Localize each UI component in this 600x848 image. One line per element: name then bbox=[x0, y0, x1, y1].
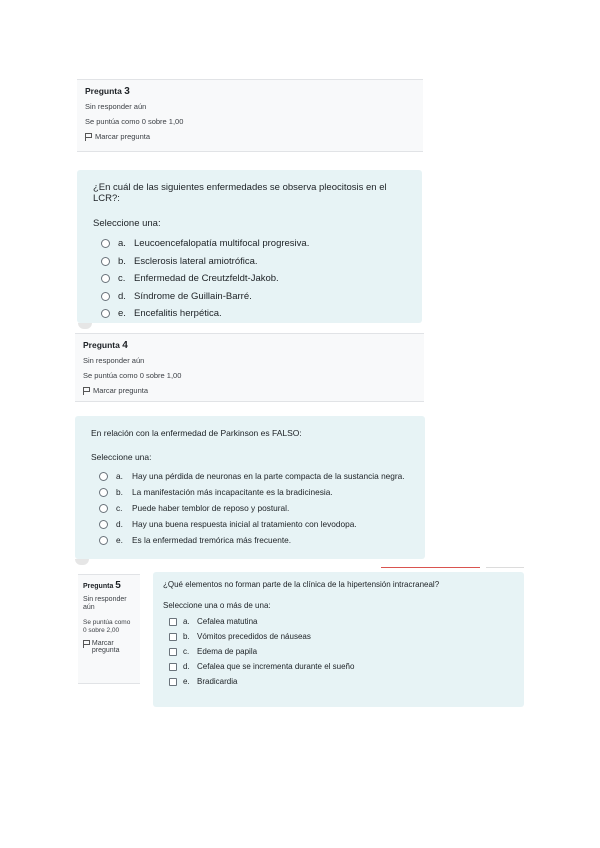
radio-button[interactable] bbox=[101, 292, 110, 301]
option-text: Edema de papila bbox=[197, 647, 258, 656]
option-text: La manifestación más incapacitante es la bradicinesia. bbox=[132, 487, 333, 497]
option-letter: e. bbox=[118, 308, 126, 320]
answer-option[interactable] bbox=[99, 484, 409, 500]
answer-option[interactable] bbox=[169, 659, 514, 674]
answer-prompt: Seleccione una o más de una: bbox=[163, 601, 271, 610]
option-letter: c. bbox=[183, 647, 190, 656]
option-letter: a. bbox=[116, 471, 123, 481]
radio-button[interactable] bbox=[99, 520, 108, 529]
option-letter: c. bbox=[116, 503, 123, 513]
option-text: Encefalitis herpética. bbox=[134, 308, 222, 320]
option-letter: e. bbox=[116, 535, 123, 545]
answer-option[interactable] bbox=[99, 532, 409, 548]
question-number bbox=[83, 580, 135, 591]
answer-options bbox=[163, 614, 514, 689]
checkbox[interactable] bbox=[169, 648, 177, 656]
option-text: Cefalea que se incrementa durante el sueño bbox=[197, 662, 355, 671]
answer-option[interactable] bbox=[169, 644, 514, 659]
radio-button[interactable] bbox=[99, 488, 108, 497]
option-text: Leucoencefalopatía multifocal progresiva. bbox=[134, 238, 310, 250]
option-letter: d. bbox=[183, 662, 190, 671]
radio-button[interactable] bbox=[99, 504, 108, 513]
question-status: Sin responder aún bbox=[85, 102, 147, 111]
option-text: Vómitos precedidos de náuseas bbox=[197, 632, 311, 641]
question-score: Se puntúa como 0 sobre 1,00 bbox=[85, 117, 184, 126]
answer-option[interactable] bbox=[101, 305, 406, 323]
question-5-info bbox=[78, 574, 140, 684]
scroll-marker bbox=[78, 323, 92, 329]
radio-button[interactable] bbox=[101, 257, 110, 266]
option-letter: b. bbox=[118, 255, 126, 267]
question-label: Pregunta bbox=[83, 340, 120, 350]
answer-prompt: Seleccione una: bbox=[93, 218, 161, 229]
flag-question-button[interactable] bbox=[83, 640, 135, 654]
answer-option[interactable] bbox=[99, 516, 409, 532]
answer-prompt: Seleccione una: bbox=[91, 452, 152, 462]
option-letter: a. bbox=[183, 617, 190, 626]
option-text: Cefalea matutina bbox=[197, 617, 258, 626]
question-3-info bbox=[77, 79, 423, 152]
radio-button[interactable] bbox=[101, 274, 110, 283]
option-text: Bradicardia bbox=[197, 677, 238, 686]
flag-icon bbox=[85, 133, 92, 141]
question-number bbox=[83, 340, 416, 351]
flag-label: Marcar pregunta bbox=[93, 386, 149, 395]
answer-option[interactable] bbox=[169, 614, 514, 629]
option-text: Esclerosis lateral amiotrófica. bbox=[134, 255, 258, 267]
question-4-info bbox=[75, 333, 424, 402]
option-text: Puede haber temblor de reposo y postural. bbox=[132, 503, 290, 513]
option-letter: d. bbox=[118, 290, 126, 302]
option-letter: b. bbox=[183, 632, 190, 641]
question-text: ¿En cuál de las siguientes enfermedades se observa pleocitosis en el LCR?: bbox=[93, 182, 387, 204]
flag-label: Marcar pregunta bbox=[91, 640, 120, 655]
answer-option[interactable] bbox=[99, 500, 409, 516]
checkbox[interactable] bbox=[169, 663, 177, 671]
question-number bbox=[85, 86, 415, 97]
answer-option[interactable] bbox=[169, 674, 514, 689]
option-letter: c. bbox=[118, 273, 126, 285]
answer-option[interactable] bbox=[101, 235, 406, 253]
answer-options bbox=[91, 468, 409, 548]
answer-options bbox=[93, 235, 406, 323]
option-letter: a. bbox=[118, 238, 126, 250]
radio-button[interactable] bbox=[101, 309, 110, 318]
question-text: En relación con la enfermedad de Parkinson es FALSO: bbox=[91, 428, 302, 438]
question-status: Sin responder aún bbox=[83, 596, 127, 612]
question-number-value: 4 bbox=[122, 340, 128, 351]
flag-icon bbox=[83, 640, 89, 648]
option-text: Hay una pérdida de neuronas en la parte compacta de la sustancia negra. bbox=[132, 471, 405, 481]
option-text: Síndrome de Guillain-Barré. bbox=[134, 290, 252, 302]
option-letter: e. bbox=[183, 677, 190, 686]
radio-button[interactable] bbox=[99, 536, 108, 545]
question-3-formulation bbox=[77, 170, 422, 323]
question-label: Pregunta bbox=[83, 583, 114, 590]
question-number-value: 3 bbox=[124, 86, 130, 97]
flag-question-button[interactable] bbox=[83, 386, 416, 395]
checkbox[interactable] bbox=[169, 618, 177, 626]
option-letter: d. bbox=[116, 519, 123, 529]
question-text: ¿Qué elementos no forman parte de la clínica de la hipertensión intracraneal? bbox=[163, 580, 440, 589]
answer-option[interactable] bbox=[101, 270, 406, 288]
flag-label: Marcar pregunta bbox=[95, 132, 151, 141]
question-score: Se puntúa como 0 sobre 1,00 bbox=[83, 371, 182, 380]
option-text: Es la enfermedad tremórica más frecuente. bbox=[132, 535, 292, 545]
scroll-marker bbox=[75, 559, 89, 565]
option-text: Enfermedad de Creutzfeldt-Jakob. bbox=[134, 273, 279, 285]
option-letter: b. bbox=[116, 487, 123, 497]
question-5-formulation bbox=[153, 572, 524, 707]
answer-option[interactable] bbox=[101, 253, 406, 271]
answer-option[interactable] bbox=[101, 288, 406, 306]
checkbox[interactable] bbox=[169, 678, 177, 686]
question-label: Pregunta bbox=[85, 86, 122, 96]
question-status: Sin responder aún bbox=[83, 356, 145, 365]
question-4-formulation bbox=[75, 416, 425, 559]
flag-question-button[interactable] bbox=[85, 132, 415, 141]
divider bbox=[486, 567, 524, 568]
answer-option[interactable] bbox=[169, 629, 514, 644]
question-score: Se puntúa como 0 sobre 2,00 bbox=[83, 618, 131, 634]
flag-icon bbox=[83, 387, 90, 395]
question-number-value: 5 bbox=[115, 580, 121, 591]
radio-button[interactable] bbox=[99, 472, 108, 481]
radio-button[interactable] bbox=[101, 239, 110, 248]
option-text: Hay una buena respuesta inicial al tratamiento con levodopa. bbox=[132, 519, 357, 529]
progress-line bbox=[381, 567, 480, 568]
checkbox[interactable] bbox=[169, 633, 177, 641]
answer-option[interactable] bbox=[99, 468, 409, 484]
